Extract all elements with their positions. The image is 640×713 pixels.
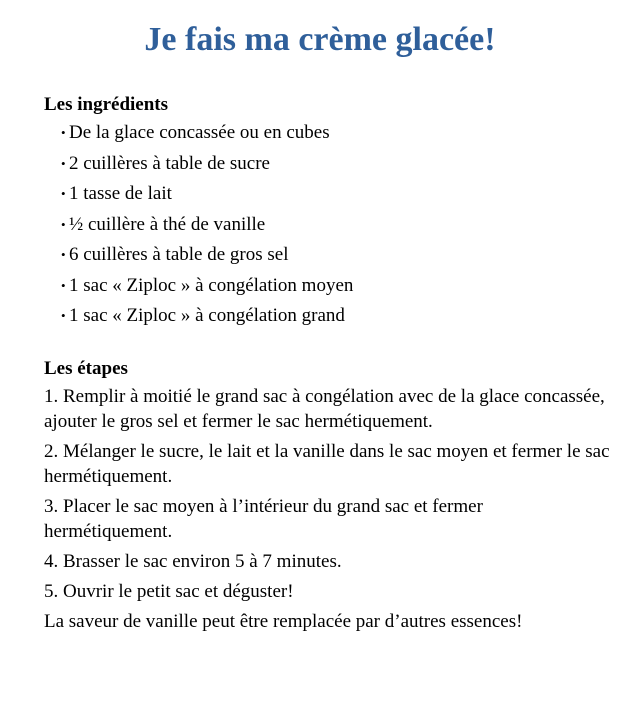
bullet-icon: • (61, 308, 66, 323)
steps-list (44, 384, 614, 604)
closing-note: La saveur de vanille peut être remplacée par d’autres essences! (44, 610, 523, 632)
bullet-icon: • (61, 277, 66, 293)
step-item: 2. Mélanger le sucre, le lait et la vanille dans le sac moyen et fermer le sac hermétiquement. (44, 440, 610, 487)
bullet-icon: • (61, 186, 66, 201)
ingredient-item (61, 149, 614, 180)
ingredient-text: ½ cuillère à thé de vanille (69, 213, 266, 235)
step-item: 4. Brasser le sac environ 5 à 7 minutes. (44, 550, 342, 572)
section-spacer (44, 332, 614, 353)
ingredients-heading: Les ingrédients (44, 94, 169, 115)
bullet-icon: • (61, 247, 66, 262)
ingredient-item (61, 118, 614, 149)
ingredient-item (61, 210, 614, 241)
bullet-icon: • (61, 155, 66, 171)
ingredient-text: 1 sac « Ziploc » à congélation grand (69, 305, 345, 326)
steps-heading: Les étapes (44, 357, 128, 379)
ingredient-text: De la glace concassée ou en cubes (69, 122, 330, 143)
ingredient-item (61, 271, 614, 302)
ingredient-text: 1 tasse de lait (69, 183, 172, 204)
ingredient-text: 2 cuillères à table de sucre (69, 152, 270, 174)
recipe-content (44, 92, 614, 634)
bullet-icon: • (61, 216, 66, 232)
ingredient-text: 1 sac « Ziploc » à congélation moyen (69, 274, 354, 296)
step-item: 3. Placer le sac moyen à l’intérieur du grand sac et fermer hermétiquement. (44, 495, 483, 542)
page-title: Je fais ma crème glacée! (144, 21, 496, 58)
ingredient-item (61, 179, 614, 210)
bullet-icon: • (61, 125, 66, 140)
step-item: 1. Remplir à moitié le grand sac à congélation avec de la glace concassée, ajouter le gros sel et fermer le sac hermétiquement. (44, 385, 605, 432)
step-item: 5. Ouvrir le petit sac et déguster! (44, 580, 294, 602)
ingredients-list (61, 118, 614, 332)
ingredient-item (61, 240, 614, 271)
ingredient-item (61, 301, 614, 332)
ingredient-text: 6 cuillères à table de gros sel (69, 244, 289, 265)
